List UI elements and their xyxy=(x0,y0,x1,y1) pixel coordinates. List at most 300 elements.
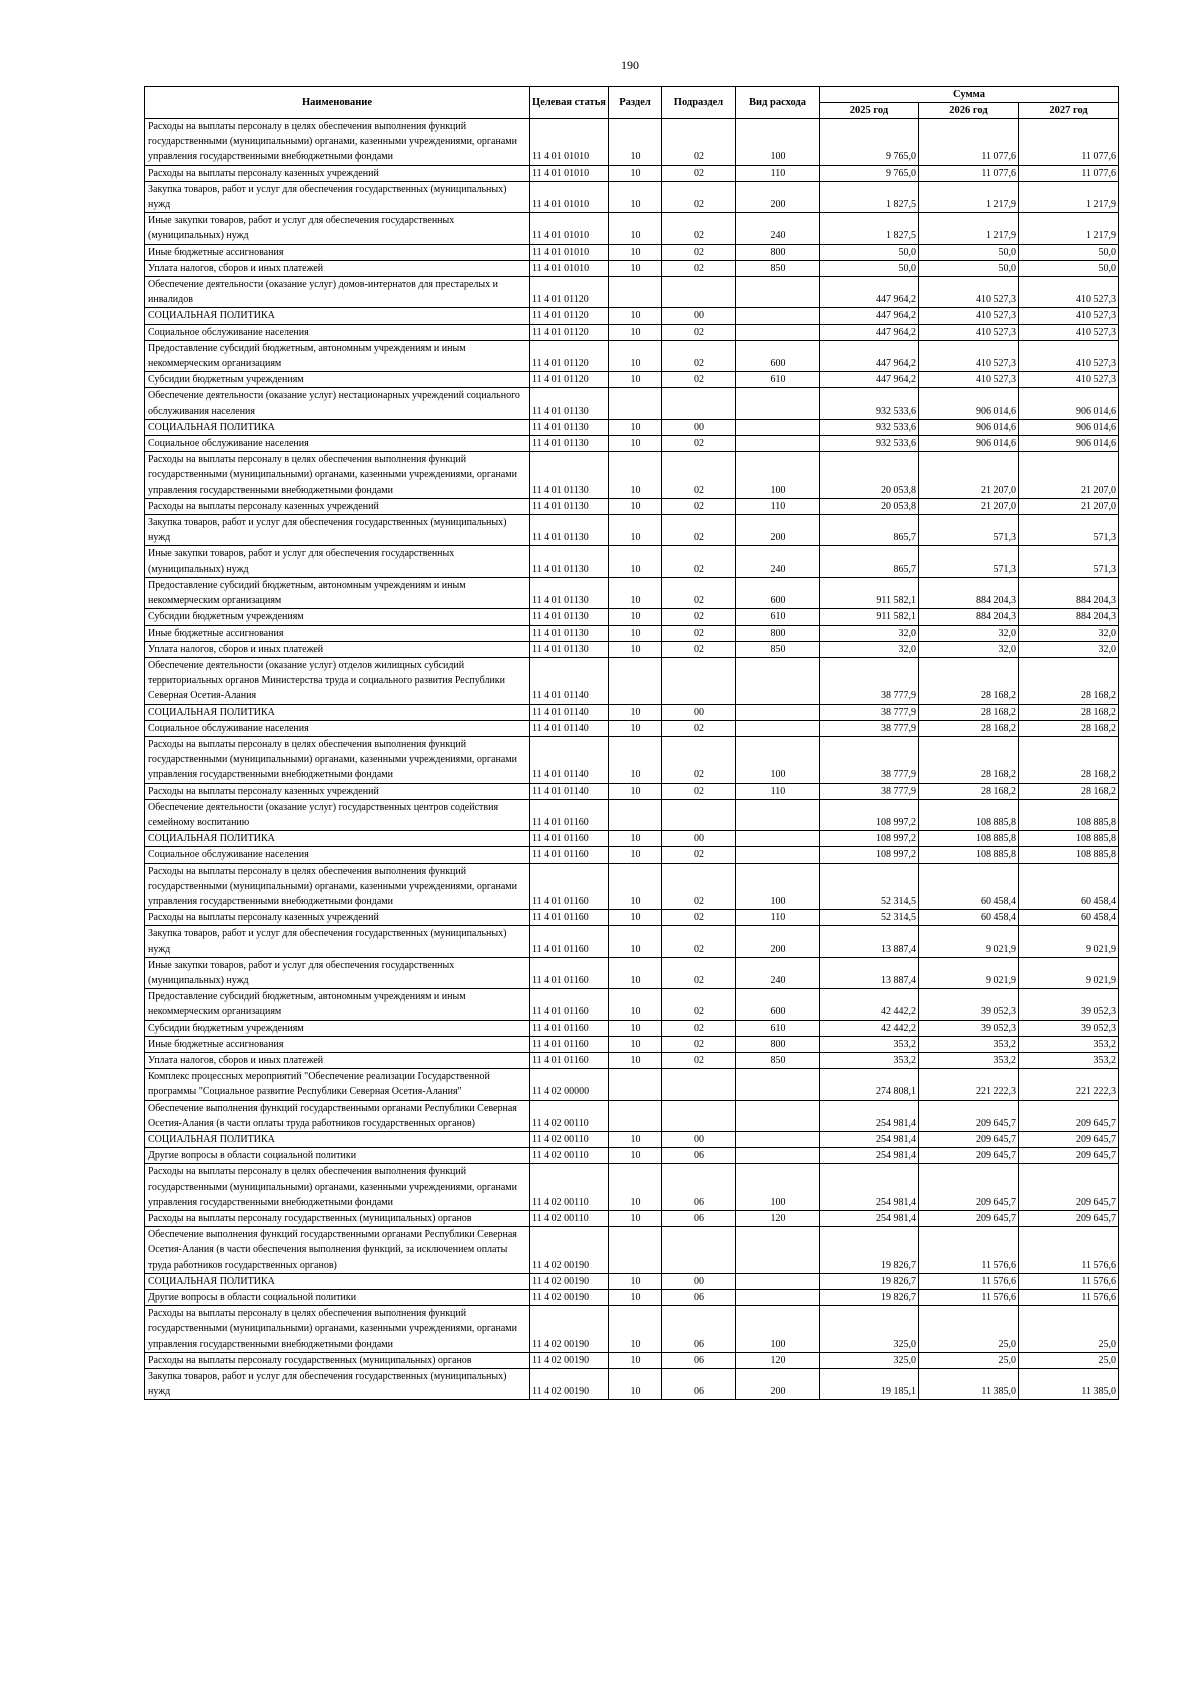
row-sum-2026: 21 207,0 xyxy=(919,498,1019,514)
row-sum-2026: 9 021,9 xyxy=(919,926,1019,957)
row-expense-type: 120 xyxy=(736,1211,820,1227)
row-target-article: 11 4 01 01010 xyxy=(530,165,609,181)
row-expense-type: 200 xyxy=(736,1369,820,1400)
row-name: Расходы на выплаты персоналу в целях обеспечения выполнения функций государственными (муниципальными) органами, казенными учреждениями, органами управления государственными внебюджетными фондами xyxy=(145,1306,530,1353)
row-target-article: 11 4 01 01160 xyxy=(530,989,609,1020)
header-year-2026: 2026 год xyxy=(919,103,1019,119)
table-row xyxy=(145,657,1119,704)
row-section: 10 xyxy=(609,1164,662,1211)
row-sum-2025: 19 826,7 xyxy=(820,1273,919,1289)
row-sum-2025: 254 981,4 xyxy=(820,1100,919,1131)
row-section: 10 xyxy=(609,324,662,340)
row-section: 10 xyxy=(609,641,662,657)
row-sum-2027: 28 168,2 xyxy=(1019,657,1119,704)
row-sum-2026: 11 576,6 xyxy=(919,1290,1019,1306)
row-sum-2025: 932 533,6 xyxy=(820,419,919,435)
row-target-article: 11 4 01 01120 xyxy=(530,324,609,340)
row-name: Расходы на выплаты персоналу казенных учреждений xyxy=(145,783,530,799)
row-sum-2027: 60 458,4 xyxy=(1019,863,1119,910)
row-subsection xyxy=(662,657,736,704)
row-sum-2025: 42 442,2 xyxy=(820,989,919,1020)
row-expense-type: 110 xyxy=(736,783,820,799)
row-subsection: 02 xyxy=(662,119,736,166)
table-row xyxy=(145,1148,1119,1164)
table-row xyxy=(145,1100,1119,1131)
row-sum-2025: 108 997,2 xyxy=(820,799,919,830)
row-sum-2027: 21 207,0 xyxy=(1019,452,1119,499)
row-section: 10 xyxy=(609,957,662,988)
row-sum-2026: 50,0 xyxy=(919,260,1019,276)
row-section xyxy=(609,277,662,308)
row-name: Комплекс процессных мероприятий "Обеспечение реализации Государственной программы "Социальное развитие Республики Северная Осетия-Алания" xyxy=(145,1069,530,1100)
row-target-article: 11 4 01 01010 xyxy=(530,181,609,212)
row-target-article: 11 4 01 01130 xyxy=(530,546,609,577)
row-sum-2027: 50,0 xyxy=(1019,244,1119,260)
row-section: 10 xyxy=(609,1020,662,1036)
table-header xyxy=(145,87,1119,119)
row-name: Расходы на выплаты персоналу в целях обеспечения выполнения функций государственными (муниципальными) органами, казенными учреждениями, органами управления государственными внебюджетными фондами xyxy=(145,452,530,499)
row-section: 10 xyxy=(609,119,662,166)
row-sum-2027: 21 207,0 xyxy=(1019,498,1119,514)
row-sum-2025: 9 765,0 xyxy=(820,119,919,166)
row-target-article: 11 4 01 01010 xyxy=(530,260,609,276)
row-sum-2026: 32,0 xyxy=(919,625,1019,641)
row-name: Социальное обслуживание населения xyxy=(145,324,530,340)
row-expense-type: 200 xyxy=(736,515,820,546)
row-subsection: 02 xyxy=(662,989,736,1020)
row-expense-type: 110 xyxy=(736,498,820,514)
row-sum-2026: 1 217,9 xyxy=(919,213,1019,244)
row-subsection: 02 xyxy=(662,609,736,625)
row-name: Уплата налогов, сборов и иных платежей xyxy=(145,641,530,657)
row-name: Расходы на выплаты персоналу казенных учреждений xyxy=(145,498,530,514)
table-row xyxy=(145,1132,1119,1148)
row-expense-type xyxy=(736,657,820,704)
row-section: 10 xyxy=(609,340,662,371)
row-sum-2026: 906 014,6 xyxy=(919,388,1019,419)
row-subsection xyxy=(662,799,736,830)
row-expense-type xyxy=(736,419,820,435)
row-sum-2025: 38 777,9 xyxy=(820,657,919,704)
row-sum-2027: 9 021,9 xyxy=(1019,957,1119,988)
row-expense-type: 850 xyxy=(736,260,820,276)
row-name: СОЦИАЛЬНАЯ ПОЛИТИКА xyxy=(145,308,530,324)
header-article: Целевая статья xyxy=(530,87,609,119)
row-sum-2025: 52 314,5 xyxy=(820,910,919,926)
row-sum-2027: 353,2 xyxy=(1019,1036,1119,1052)
row-section: 10 xyxy=(609,546,662,577)
table-row xyxy=(145,704,1119,720)
header-year-2025: 2025 год xyxy=(820,103,919,119)
row-name: Субсидии бюджетным учреждениям xyxy=(145,609,530,625)
row-section: 10 xyxy=(609,436,662,452)
row-sum-2027: 209 645,7 xyxy=(1019,1132,1119,1148)
table-row xyxy=(145,1036,1119,1052)
row-target-article: 11 4 01 01160 xyxy=(530,957,609,988)
row-section xyxy=(609,799,662,830)
table-row xyxy=(145,910,1119,926)
row-sum-2027: 209 645,7 xyxy=(1019,1211,1119,1227)
table-row xyxy=(145,419,1119,435)
row-sum-2027: 108 885,8 xyxy=(1019,847,1119,863)
row-subsection: 02 xyxy=(662,436,736,452)
table-row xyxy=(145,609,1119,625)
row-expense-type: 610 xyxy=(736,609,820,625)
row-target-article: 11 4 01 01130 xyxy=(530,436,609,452)
row-sum-2027: 209 645,7 xyxy=(1019,1164,1119,1211)
row-sum-2026: 410 527,3 xyxy=(919,340,1019,371)
row-sum-2027: 884 204,3 xyxy=(1019,609,1119,625)
row-sum-2025: 19 826,7 xyxy=(820,1227,919,1274)
row-target-article: 11 4 01 01140 xyxy=(530,704,609,720)
row-target-article: 11 4 01 01160 xyxy=(530,863,609,910)
row-target-article: 11 4 01 01160 xyxy=(530,910,609,926)
table-row xyxy=(145,1290,1119,1306)
row-section: 10 xyxy=(609,1148,662,1164)
row-name: СОЦИАЛЬНАЯ ПОЛИТИКА xyxy=(145,1132,530,1148)
row-name: Социальное обслуживание населения xyxy=(145,847,530,863)
row-sum-2027: 11 077,6 xyxy=(1019,165,1119,181)
table-row xyxy=(145,1020,1119,1036)
row-subsection: 00 xyxy=(662,1132,736,1148)
row-section: 10 xyxy=(609,452,662,499)
table-row xyxy=(145,213,1119,244)
row-target-article: 11 4 01 01120 xyxy=(530,372,609,388)
row-name: Уплата налогов, сборов и иных платежей xyxy=(145,1052,530,1068)
row-target-article: 11 4 01 01120 xyxy=(530,277,609,308)
row-sum-2026: 60 458,4 xyxy=(919,910,1019,926)
header-subsection: Подраздел xyxy=(662,87,736,119)
row-sum-2026: 1 217,9 xyxy=(919,181,1019,212)
table-row xyxy=(145,989,1119,1020)
row-sum-2025: 32,0 xyxy=(820,641,919,657)
row-sum-2027: 11 576,6 xyxy=(1019,1227,1119,1274)
row-sum-2027: 25,0 xyxy=(1019,1306,1119,1353)
row-subsection: 02 xyxy=(662,577,736,608)
row-sum-2027: 60 458,4 xyxy=(1019,910,1119,926)
row-name: Иные закупки товаров, работ и услуг для обеспечения государственных (муниципальных) нужд xyxy=(145,546,530,577)
row-expense-type: 110 xyxy=(736,165,820,181)
table-body xyxy=(145,119,1119,1400)
row-sum-2026: 21 207,0 xyxy=(919,452,1019,499)
row-subsection: 02 xyxy=(662,736,736,783)
row-subsection: 02 xyxy=(662,863,736,910)
row-section: 10 xyxy=(609,609,662,625)
table-row xyxy=(145,1273,1119,1289)
table-row xyxy=(145,1227,1119,1274)
row-name: Расходы на выплаты персоналу казенных учреждений xyxy=(145,910,530,926)
row-subsection: 06 xyxy=(662,1148,736,1164)
row-expense-type: 850 xyxy=(736,1052,820,1068)
row-expense-type: 600 xyxy=(736,577,820,608)
row-sum-2026: 28 168,2 xyxy=(919,720,1019,736)
table-row xyxy=(145,863,1119,910)
row-subsection: 00 xyxy=(662,831,736,847)
table-row xyxy=(145,452,1119,499)
row-subsection: 02 xyxy=(662,515,736,546)
row-expense-type: 100 xyxy=(736,1306,820,1353)
row-sum-2026: 28 168,2 xyxy=(919,704,1019,720)
row-section: 10 xyxy=(609,783,662,799)
row-subsection: 02 xyxy=(662,720,736,736)
row-target-article: 11 4 02 00110 xyxy=(530,1100,609,1131)
row-name: Закупка товаров, работ и услуг для обеспечения государственных (муниципальных) нужд xyxy=(145,926,530,957)
row-section: 10 xyxy=(609,1036,662,1052)
row-expense-type: 100 xyxy=(736,119,820,166)
row-section: 10 xyxy=(609,1211,662,1227)
row-target-article: 11 4 01 01160 xyxy=(530,799,609,830)
row-target-article: 11 4 02 00190 xyxy=(530,1352,609,1368)
row-sum-2026: 209 645,7 xyxy=(919,1164,1019,1211)
row-subsection: 02 xyxy=(662,957,736,988)
row-sum-2026: 11 077,6 xyxy=(919,119,1019,166)
row-sum-2025: 353,2 xyxy=(820,1052,919,1068)
row-sum-2025: 325,0 xyxy=(820,1306,919,1353)
row-sum-2026: 410 527,3 xyxy=(919,277,1019,308)
row-sum-2025: 274 808,1 xyxy=(820,1069,919,1100)
row-expense-type xyxy=(736,1227,820,1274)
row-sum-2025: 13 887,4 xyxy=(820,926,919,957)
header-year-2027: 2027 год xyxy=(1019,103,1119,119)
row-sum-2026: 25,0 xyxy=(919,1306,1019,1353)
table-row xyxy=(145,926,1119,957)
row-target-article: 11 4 02 00110 xyxy=(530,1132,609,1148)
row-sum-2027: 11 385,0 xyxy=(1019,1369,1119,1400)
row-sum-2026: 410 527,3 xyxy=(919,324,1019,340)
row-sum-2027: 221 222,3 xyxy=(1019,1069,1119,1100)
row-target-article: 11 4 02 00110 xyxy=(530,1211,609,1227)
row-name: Обеспечение деятельности (оказание услуг) государственных центров содействия семейному воспитанию xyxy=(145,799,530,830)
row-sum-2027: 906 014,6 xyxy=(1019,419,1119,435)
table-row xyxy=(145,260,1119,276)
row-expense-type: 100 xyxy=(736,736,820,783)
row-expense-type: 800 xyxy=(736,625,820,641)
row-sum-2027: 9 021,9 xyxy=(1019,926,1119,957)
row-sum-2026: 60 458,4 xyxy=(919,863,1019,910)
row-name: Социальное обслуживание населения xyxy=(145,720,530,736)
row-sum-2026: 209 645,7 xyxy=(919,1132,1019,1148)
row-subsection: 02 xyxy=(662,244,736,260)
row-subsection: 06 xyxy=(662,1306,736,1353)
row-sum-2025: 447 964,2 xyxy=(820,340,919,371)
row-subsection xyxy=(662,388,736,419)
row-expense-type xyxy=(736,1069,820,1100)
row-subsection: 02 xyxy=(662,340,736,371)
row-sum-2026: 9 021,9 xyxy=(919,957,1019,988)
table-row xyxy=(145,831,1119,847)
row-target-article: 11 4 01 01130 xyxy=(530,625,609,641)
row-sum-2025: 19 185,1 xyxy=(820,1369,919,1400)
row-target-article: 11 4 01 01130 xyxy=(530,515,609,546)
row-subsection: 02 xyxy=(662,452,736,499)
row-sum-2026: 353,2 xyxy=(919,1052,1019,1068)
row-sum-2025: 9 765,0 xyxy=(820,165,919,181)
row-name: Расходы на выплаты персоналу в целях обеспечения выполнения функций государственными (муниципальными) органами, казенными учреждениями, органами управления государственными внебюджетными фондами xyxy=(145,119,530,166)
row-sum-2027: 884 204,3 xyxy=(1019,577,1119,608)
row-name: Субсидии бюджетным учреждениям xyxy=(145,1020,530,1036)
row-section: 10 xyxy=(609,1352,662,1368)
row-section: 10 xyxy=(609,181,662,212)
row-name: Субсидии бюджетным учреждениям xyxy=(145,372,530,388)
row-sum-2025: 1 827,5 xyxy=(820,213,919,244)
row-section xyxy=(609,388,662,419)
row-subsection: 02 xyxy=(662,213,736,244)
row-name: СОЦИАЛЬНАЯ ПОЛИТИКА xyxy=(145,419,530,435)
row-section: 10 xyxy=(609,260,662,276)
row-target-article: 11 4 01 01140 xyxy=(530,657,609,704)
row-sum-2027: 108 885,8 xyxy=(1019,799,1119,830)
row-section: 10 xyxy=(609,498,662,514)
row-sum-2026: 39 052,3 xyxy=(919,1020,1019,1036)
row-expense-type xyxy=(736,799,820,830)
row-subsection: 00 xyxy=(662,308,736,324)
row-expense-type: 850 xyxy=(736,641,820,657)
row-name: Иные закупки товаров, работ и услуг для обеспечения государственных (муниципальных) нужд xyxy=(145,213,530,244)
row-expense-type xyxy=(736,324,820,340)
row-expense-type: 240 xyxy=(736,213,820,244)
table-row xyxy=(145,957,1119,988)
row-target-article: 11 4 01 01120 xyxy=(530,308,609,324)
row-name: Другие вопросы в области социальной политики xyxy=(145,1290,530,1306)
row-sum-2026: 25,0 xyxy=(919,1352,1019,1368)
row-sum-2025: 353,2 xyxy=(820,1036,919,1052)
table-row xyxy=(145,340,1119,371)
table-row xyxy=(145,324,1119,340)
row-subsection xyxy=(662,1227,736,1274)
row-section: 10 xyxy=(609,831,662,847)
row-target-article: 11 4 01 01160 xyxy=(530,1020,609,1036)
row-target-article: 11 4 02 00190 xyxy=(530,1273,609,1289)
row-sum-2026: 50,0 xyxy=(919,244,1019,260)
row-expense-type xyxy=(736,277,820,308)
row-expense-type: 200 xyxy=(736,181,820,212)
row-sum-2025: 1 827,5 xyxy=(820,181,919,212)
row-sum-2027: 410 527,3 xyxy=(1019,340,1119,371)
row-sum-2026: 11 576,6 xyxy=(919,1227,1019,1274)
row-sum-2027: 353,2 xyxy=(1019,1052,1119,1068)
row-sum-2027: 571,3 xyxy=(1019,546,1119,577)
row-sum-2025: 447 964,2 xyxy=(820,372,919,388)
row-expense-type xyxy=(736,1273,820,1289)
row-sum-2027: 28 168,2 xyxy=(1019,720,1119,736)
row-sum-2026: 28 168,2 xyxy=(919,783,1019,799)
table-row xyxy=(145,1352,1119,1368)
row-section: 10 xyxy=(609,213,662,244)
table-row xyxy=(145,436,1119,452)
row-sum-2026: 571,3 xyxy=(919,515,1019,546)
row-subsection: 02 xyxy=(662,546,736,577)
table-row xyxy=(145,515,1119,546)
row-sum-2026: 39 052,3 xyxy=(919,989,1019,1020)
row-name: Расходы на выплаты персоналу в целях обеспечения выполнения функций государственными (муниципальными) органами, казенными учреждениями, органами управления государственными внебюджетными фондами xyxy=(145,736,530,783)
row-expense-type: 600 xyxy=(736,989,820,1020)
row-name: Обеспечение выполнения функций государственными органами Республики Северная Осетия-Алания (в части обеспечения выполнения функций, за исключением оплаты труда работников государственных органов) xyxy=(145,1227,530,1274)
row-subsection: 02 xyxy=(662,1036,736,1052)
row-name: Закупка товаров, работ и услуг для обеспечения государственных (муниципальных) нужд xyxy=(145,515,530,546)
row-section xyxy=(609,1227,662,1274)
row-section xyxy=(609,1069,662,1100)
row-expense-type: 240 xyxy=(736,957,820,988)
row-name: СОЦИАЛЬНАЯ ПОЛИТИКА xyxy=(145,1273,530,1289)
row-sum-2027: 906 014,6 xyxy=(1019,388,1119,419)
row-sum-2025: 38 777,9 xyxy=(820,720,919,736)
row-sum-2026: 209 645,7 xyxy=(919,1100,1019,1131)
row-subsection: 00 xyxy=(662,704,736,720)
row-sum-2025: 52 314,5 xyxy=(820,863,919,910)
row-expense-type xyxy=(736,388,820,419)
row-sum-2025: 20 053,8 xyxy=(820,498,919,514)
row-sum-2025: 911 582,1 xyxy=(820,577,919,608)
row-section: 10 xyxy=(609,577,662,608)
row-sum-2025: 911 582,1 xyxy=(820,609,919,625)
row-sum-2026: 28 168,2 xyxy=(919,657,1019,704)
row-expense-type xyxy=(736,1100,820,1131)
row-subsection xyxy=(662,1069,736,1100)
row-name: СОЦИАЛЬНАЯ ПОЛИТИКА xyxy=(145,704,530,720)
row-sum-2025: 447 964,2 xyxy=(820,277,919,308)
row-subsection: 02 xyxy=(662,910,736,926)
row-section: 10 xyxy=(609,989,662,1020)
row-expense-type xyxy=(736,831,820,847)
row-expense-type xyxy=(736,704,820,720)
row-section: 10 xyxy=(609,1369,662,1400)
row-subsection: 06 xyxy=(662,1290,736,1306)
row-sum-2026: 209 645,7 xyxy=(919,1211,1019,1227)
table-row xyxy=(145,1306,1119,1353)
row-name: Обеспечение выполнения функций государственными органами Республики Северная Осетия-Алания (в части оплаты труда работников государственных органов) xyxy=(145,1100,530,1131)
row-name: Расходы на выплаты персоналу в целях обеспечения выполнения функций государственными (муниципальными) органами, казенными учреждениями, органами управления государственными внебюджетными фондами xyxy=(145,863,530,910)
row-subsection: 06 xyxy=(662,1164,736,1211)
budget-table xyxy=(144,86,1119,1400)
row-section: 10 xyxy=(609,625,662,641)
row-subsection: 06 xyxy=(662,1211,736,1227)
row-sum-2026: 11 077,6 xyxy=(919,165,1019,181)
row-sum-2025: 865,7 xyxy=(820,546,919,577)
row-section: 10 xyxy=(609,847,662,863)
row-name: Расходы на выплаты персоналу в целях обеспечения выполнения функций государственными (муниципальными) органами, казенными учреждениями, органами управления государственными внебюджетными фондами xyxy=(145,1164,530,1211)
row-subsection: 02 xyxy=(662,181,736,212)
row-name: СОЦИАЛЬНАЯ ПОЛИТИКА xyxy=(145,831,530,847)
row-name: Уплата налогов, сборов и иных платежей xyxy=(145,260,530,276)
row-name: Другие вопросы в области социальной политики xyxy=(145,1148,530,1164)
row-target-article: 11 4 01 01010 xyxy=(530,244,609,260)
row-sum-2025: 42 442,2 xyxy=(820,1020,919,1036)
row-target-article: 11 4 01 01130 xyxy=(530,419,609,435)
table-row xyxy=(145,181,1119,212)
row-sum-2027: 1 217,9 xyxy=(1019,181,1119,212)
row-target-article: 11 4 02 00110 xyxy=(530,1164,609,1211)
row-expense-type: 600 xyxy=(736,340,820,371)
table-row xyxy=(145,625,1119,641)
row-section: 10 xyxy=(609,704,662,720)
row-expense-type: 100 xyxy=(736,452,820,499)
row-subsection: 02 xyxy=(662,165,736,181)
row-sum-2025: 254 981,4 xyxy=(820,1164,919,1211)
row-target-article: 11 4 01 01160 xyxy=(530,847,609,863)
table-row xyxy=(145,1369,1119,1400)
row-name: Иные закупки товаров, работ и услуг для обеспечения государственных (муниципальных) нужд xyxy=(145,957,530,988)
row-section xyxy=(609,1100,662,1131)
row-expense-type xyxy=(736,308,820,324)
row-sum-2025: 254 981,4 xyxy=(820,1132,919,1148)
row-target-article: 11 4 01 01140 xyxy=(530,783,609,799)
row-expense-type xyxy=(736,436,820,452)
row-sum-2026: 884 204,3 xyxy=(919,609,1019,625)
row-expense-type xyxy=(736,1148,820,1164)
row-expense-type: 100 xyxy=(736,863,820,910)
row-target-article: 11 4 01 01010 xyxy=(530,213,609,244)
table-row xyxy=(145,1211,1119,1227)
